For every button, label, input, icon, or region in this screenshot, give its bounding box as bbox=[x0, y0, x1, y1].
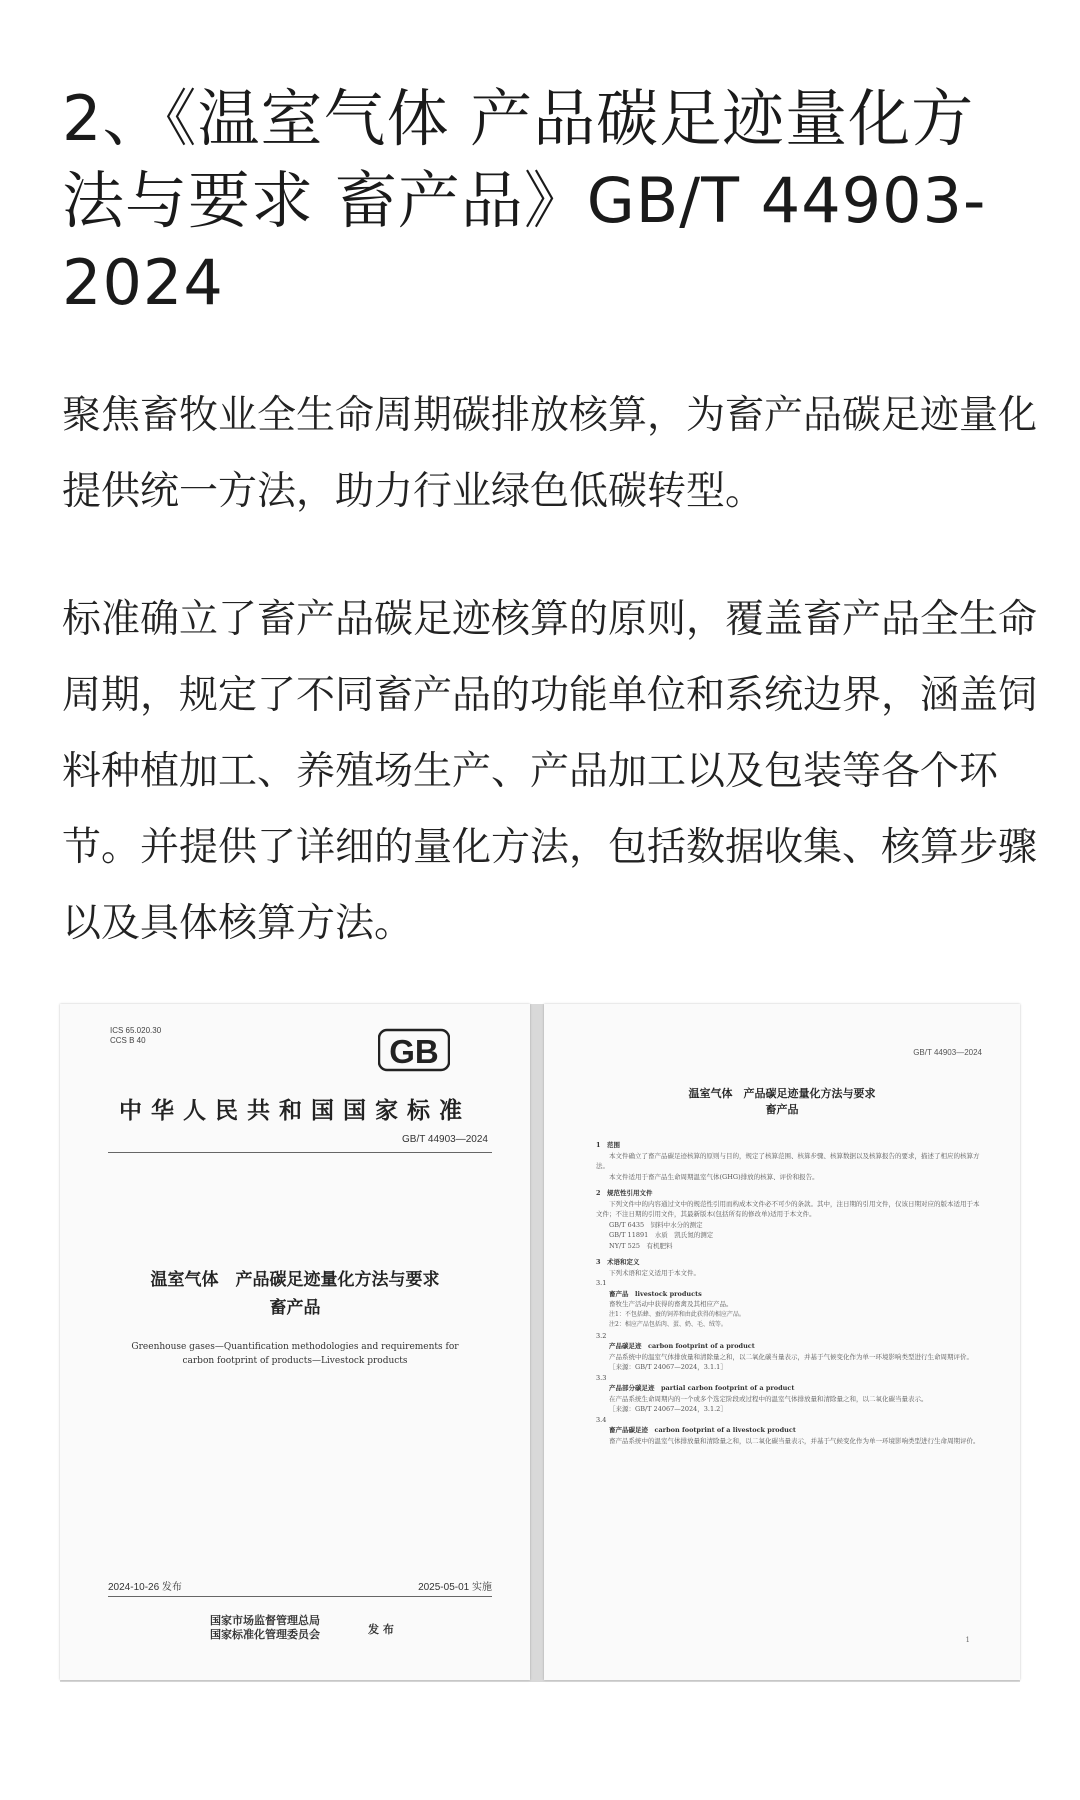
content-page-body bbox=[596, 1134, 982, 1446]
section-heading: 1 范围 bbox=[596, 1141, 621, 1149]
content-title-line1: 温室气体 产品碳足迹量化方法与要求 bbox=[688, 1087, 876, 1100]
cover-top-rule bbox=[108, 1152, 492, 1153]
term-number: 3.4 bbox=[596, 1415, 607, 1424]
national-standard-title: 中华人民共和国国家标准 bbox=[119, 1097, 471, 1124]
term-number: 3.1 bbox=[596, 1279, 607, 1287]
term-source: ［来源：GB/T 24067—2024，3.1.1］ bbox=[609, 1363, 727, 1371]
page-number: 1 bbox=[965, 1636, 970, 1644]
cover-bottom-rule bbox=[108, 1596, 492, 1597]
section-text: 本文件确立了畜产品碳足迹核算的原则与目的，规定了核算范围、核算步骤、核算数据以及核算报告的要求，描述了相应的核算方法。 bbox=[596, 1151, 980, 1170]
cover-title-line1: 温室气体 产品碳足迹量化方法与要求 bbox=[150, 1270, 440, 1290]
reference-item: GB/T 11891 水质 凯氏氮的测定 bbox=[609, 1231, 714, 1239]
article-heading: 2、《温室气体 产品碳足迹量化方法与要求 畜产品》GB/T 44903-2024 bbox=[62, 82, 987, 319]
term-title: 产品部分碳足迹 partial carbon footprint of a product bbox=[609, 1384, 795, 1392]
term-number: 3.2 bbox=[596, 1331, 607, 1340]
cover-english-line1: Greenhouse gases—Quantification methodologies and requirements for bbox=[131, 1342, 459, 1352]
ics-code: ICS 65.020.30 bbox=[110, 1026, 162, 1035]
section-heading: 2 规范性引用文件 bbox=[596, 1189, 653, 1197]
issuer-sac: 国家标准化管理委员会 bbox=[210, 1628, 320, 1641]
term-title: 畜产品碳足迹 carbon footprint of a livestock product bbox=[609, 1426, 796, 1434]
term-note: 注1：不包括蜂、蚕的饲养和由此获得的相应产品。 bbox=[609, 1310, 745, 1318]
content-page-header: GB/T 44903—2024 bbox=[913, 1048, 982, 1057]
term-definition: 畜牧生产活动中获得的畜禽及其相应产品。 bbox=[609, 1300, 733, 1308]
article-paragraph-detail: 标准确立了畜产品碳足迹核算的原则，覆盖畜产品全生命周期，规定了不同畜产品的功能单位和系统边界，涵盖饲料种植加工、养殖场生产、产品加工以及包装等各个环节。并提供了详细的量化方法，包括数据收集、核算步骤以及具体核算方法。 bbox=[62, 597, 1038, 946]
cover-title bbox=[60, 1266, 530, 1322]
reference-item: NY/T 525 有机肥料 bbox=[609, 1241, 673, 1250]
issuer-samr: 国家市场监督管理总局 bbox=[210, 1614, 320, 1627]
cover-english-title bbox=[100, 1340, 490, 1368]
gb-logo-icon bbox=[378, 1028, 450, 1072]
term-title: 畜产品 livestock products bbox=[609, 1289, 702, 1298]
ccs-code: CCS B 40 bbox=[110, 1036, 146, 1045]
publish-label: 发 布 bbox=[368, 1623, 394, 1636]
standard-document-image bbox=[60, 1004, 1020, 1682]
article-paragraph-intro: 聚焦畜牧业全生命周期碳排放核算，为畜产品碳足迹量化提供统一方法，助力行业绿色低碳转型。 bbox=[62, 393, 1038, 514]
reference-item: GB/T 6435 饲料中水分的测定 bbox=[609, 1220, 703, 1229]
term-definition: 在产品系统生命周期内的一个或多个选定阶段或过程中的温室气体排放量和清除量之和，以二氧化碳当量表示。 bbox=[609, 1394, 928, 1403]
content-page-title bbox=[544, 1086, 1020, 1118]
section-text: 下列文件中的内容通过文中的规范性引用而构成本文件必不可少的条款。其中，注日期的引用文件，仅该日期对应的版本适用于本文件；不注日期的引用文件，其最新版本(包括所有的修改单)适用于本文件。 bbox=[596, 1199, 980, 1218]
implementation-date: 2025-05-01 实施 bbox=[418, 1582, 492, 1593]
section-text: 下列术语和定义适用于本文件。 bbox=[609, 1268, 700, 1277]
cover-page bbox=[60, 1004, 530, 1680]
term-number: 3.3 bbox=[596, 1373, 607, 1382]
cover-english-line2: carbon footprint of products—Livestock products bbox=[182, 1356, 408, 1366]
term-definition: 产品系统中的温室气体排放量和清除量之和，以二氧化碳当量表示，并基于气候变化作为单一环境影响类型进行生命周期评价。 bbox=[609, 1352, 973, 1361]
issuing-authorities bbox=[210, 1614, 320, 1642]
term-note: 注2：相应产品包括肉、蛋、奶、毛、绒等。 bbox=[609, 1321, 727, 1328]
cover-classification bbox=[110, 1026, 161, 1046]
section-heading: 3 术语和定义 bbox=[596, 1258, 640, 1266]
term-title: 产品碳足迹 carbon footprint of a product bbox=[609, 1342, 755, 1350]
section-text: 本文件适用于畜产品生命周期温室气体(GHG)排放的核算、评价和报告。 bbox=[609, 1172, 819, 1181]
content-title-line2: 畜产品 bbox=[765, 1103, 799, 1116]
gb-logo-text: GB bbox=[389, 1033, 439, 1070]
cover-title-line2: 畜产品 bbox=[269, 1298, 321, 1318]
issue-date: 2024-10-26 发布 bbox=[108, 1582, 182, 1593]
term-definition: 畜产品系统中的温室气体排放量和清除量之和，以二氧化碳当量表示，并基于气候变化作为单一环境影响类型进行生命周期评价。 bbox=[609, 1436, 980, 1445]
content-page bbox=[544, 1004, 1020, 1680]
term-source: ［来源：GB/T 24067—2024，3.1.2］ bbox=[609, 1405, 727, 1413]
cover-standard-number: GB/T 44903—2024 bbox=[402, 1134, 488, 1145]
